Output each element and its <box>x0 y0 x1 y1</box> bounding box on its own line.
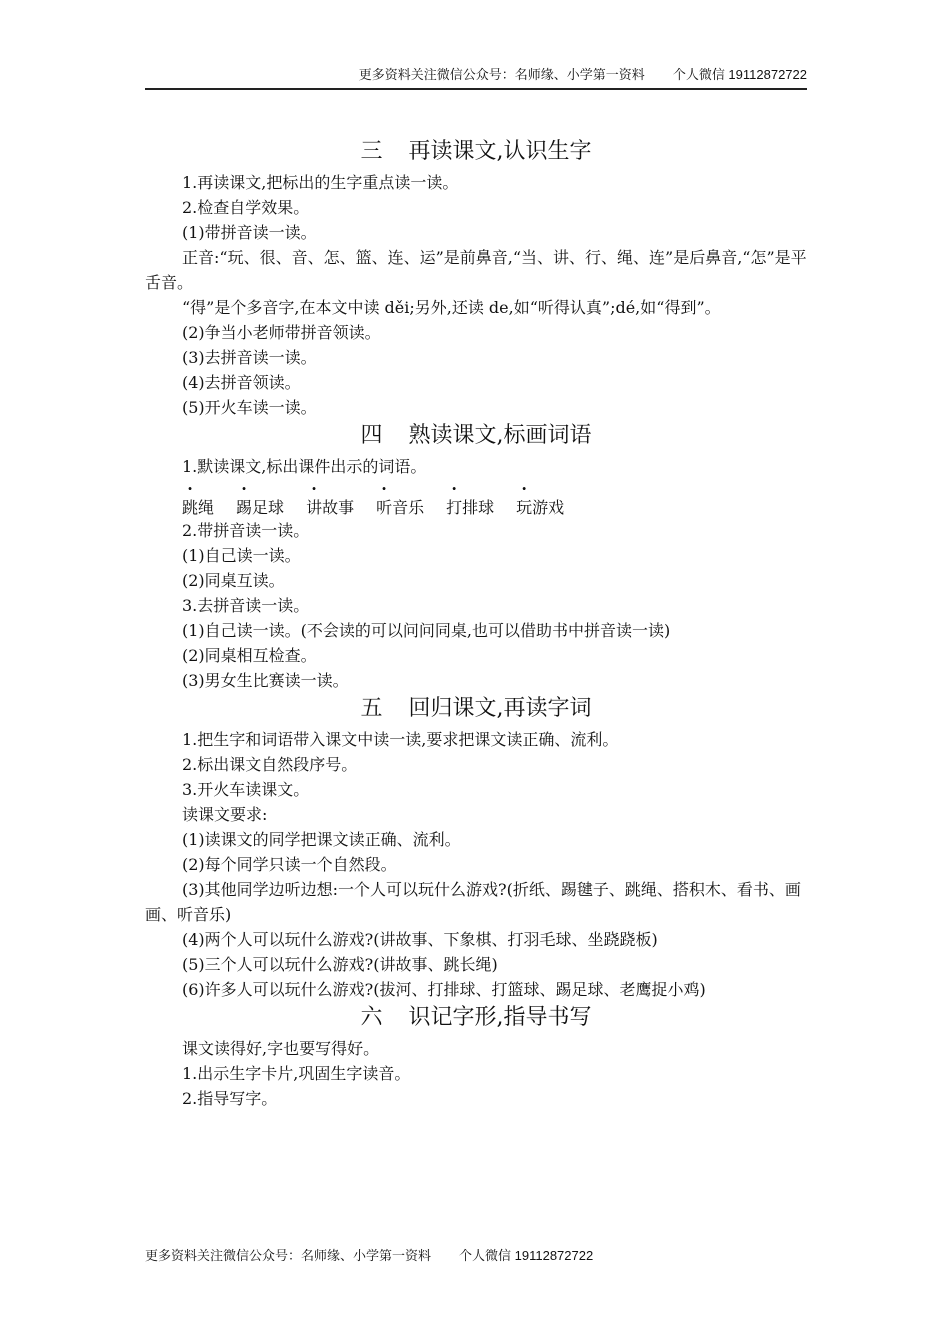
s3-line: (4)去拼音领读。 <box>182 373 301 392</box>
document-body <box>145 136 807 1111</box>
word-list <box>145 479 807 518</box>
footer-right: 个人微信 19112872722 <box>459 1248 594 1263</box>
s4-line: (2)同桌相互检查。 <box>182 646 317 665</box>
section-4-title: 四 熟读课文,标画词语 <box>360 423 592 448</box>
s3-line: (2)争当小老师带拼音领读。 <box>182 323 381 342</box>
word-item: 踢足球 <box>236 498 285 517</box>
s3-line: 正音:“玩、很、音、怎、篮、连、运”是前鼻音,“当、讲、行、绳、连”是后鼻音,“怎”是平舌音。 <box>145 248 807 292</box>
s3-line: (1)带拼音读一读。 <box>182 223 317 242</box>
word-item: 听音乐 <box>376 498 425 517</box>
word-item: 跳绳 <box>182 498 215 517</box>
header-right: 个人微信 19112872722 <box>672 67 807 82</box>
s6-line: 2.指导写字。 <box>182 1089 278 1108</box>
s3-line: 2.检查自学效果。 <box>182 198 310 217</box>
s3-line: 1.再读课文,把标出的生字重点读一读。 <box>182 173 459 192</box>
s5-line: (2)每个同学只读一个自然段。 <box>182 855 397 874</box>
section-6-title: 六 识记字形,指导书写 <box>360 1005 592 1030</box>
s4-line: (1)自己读一读。(不会读的可以问问同桌,也可以借助书中拼音读一读) <box>182 621 671 640</box>
footer-left: 更多资料关注微信公众号：名师缘、小学第一资料 <box>145 1248 432 1263</box>
s4-line: 3.去拼音读一读。 <box>182 596 310 615</box>
s5-line: (3)其他同学边听边想:一个人可以玩什么游戏?(折纸、踢毽子、跳绳、搭积木、看书、画画、听音乐) <box>145 880 801 924</box>
header-left: 更多资料关注微信公众号：名师缘、小学第一资料 <box>358 67 645 82</box>
s5-line: (1)读课文的同学把课文读正确、流利。 <box>182 830 461 849</box>
page-header <box>145 66 807 90</box>
section-3-title: 三 再读课文,认识生字 <box>360 139 592 164</box>
s5-line: 读课文要求: <box>182 805 268 824</box>
s5-line: 2.标出课文自然段序号。 <box>182 755 358 774</box>
word-item: 讲故事 <box>306 498 355 517</box>
s6-line: 1.出示生字卡片,巩固生字读音。 <box>182 1064 411 1083</box>
s4-line: (3)男女生比赛读一读。 <box>182 671 349 690</box>
s4-line: 2.带拼音读一读。 <box>182 521 310 540</box>
s5-line: (5)三个人可以玩什么游戏?(讲故事、跳长绳) <box>182 955 498 974</box>
s5-line: (6)许多人可以玩什么游戏?(拔河、打排球、打篮球、踢足球、老鹰捉小鸡) <box>182 980 706 999</box>
s5-line: (4)两个人可以玩什么游戏?(讲故事、下象棋、打羽毛球、坐跷跷板) <box>182 930 658 949</box>
s5-line: 1.把生字和词语带入课文中读一读,要求把课文读正确、流利。 <box>182 730 619 749</box>
section-5-title: 五 回归课文,再读字词 <box>360 696 592 721</box>
word-item: 玩游戏 <box>516 498 565 517</box>
s6-line: 课文读得好,字也要写得好。 <box>182 1039 380 1058</box>
s4-line: (2)同桌互读。 <box>182 571 285 590</box>
s4-line: 1.默读课文,标出课件出示的词语。 <box>182 457 427 476</box>
s5-line: 3.开火车读课文。 <box>182 780 310 799</box>
page-footer <box>145 1247 593 1265</box>
s3-line: (5)开火车读一读。 <box>182 398 317 417</box>
s3-line: (3)去拼音读一读。 <box>182 348 317 367</box>
s3-line: “得”是个多音字,在本文中读 děi;另外,还读 de,如“听得认真”;dé,如“得到”。 <box>182 298 721 317</box>
word-item: 打排球 <box>446 498 495 517</box>
s4-line: (1)自己读一读。 <box>182 546 301 565</box>
